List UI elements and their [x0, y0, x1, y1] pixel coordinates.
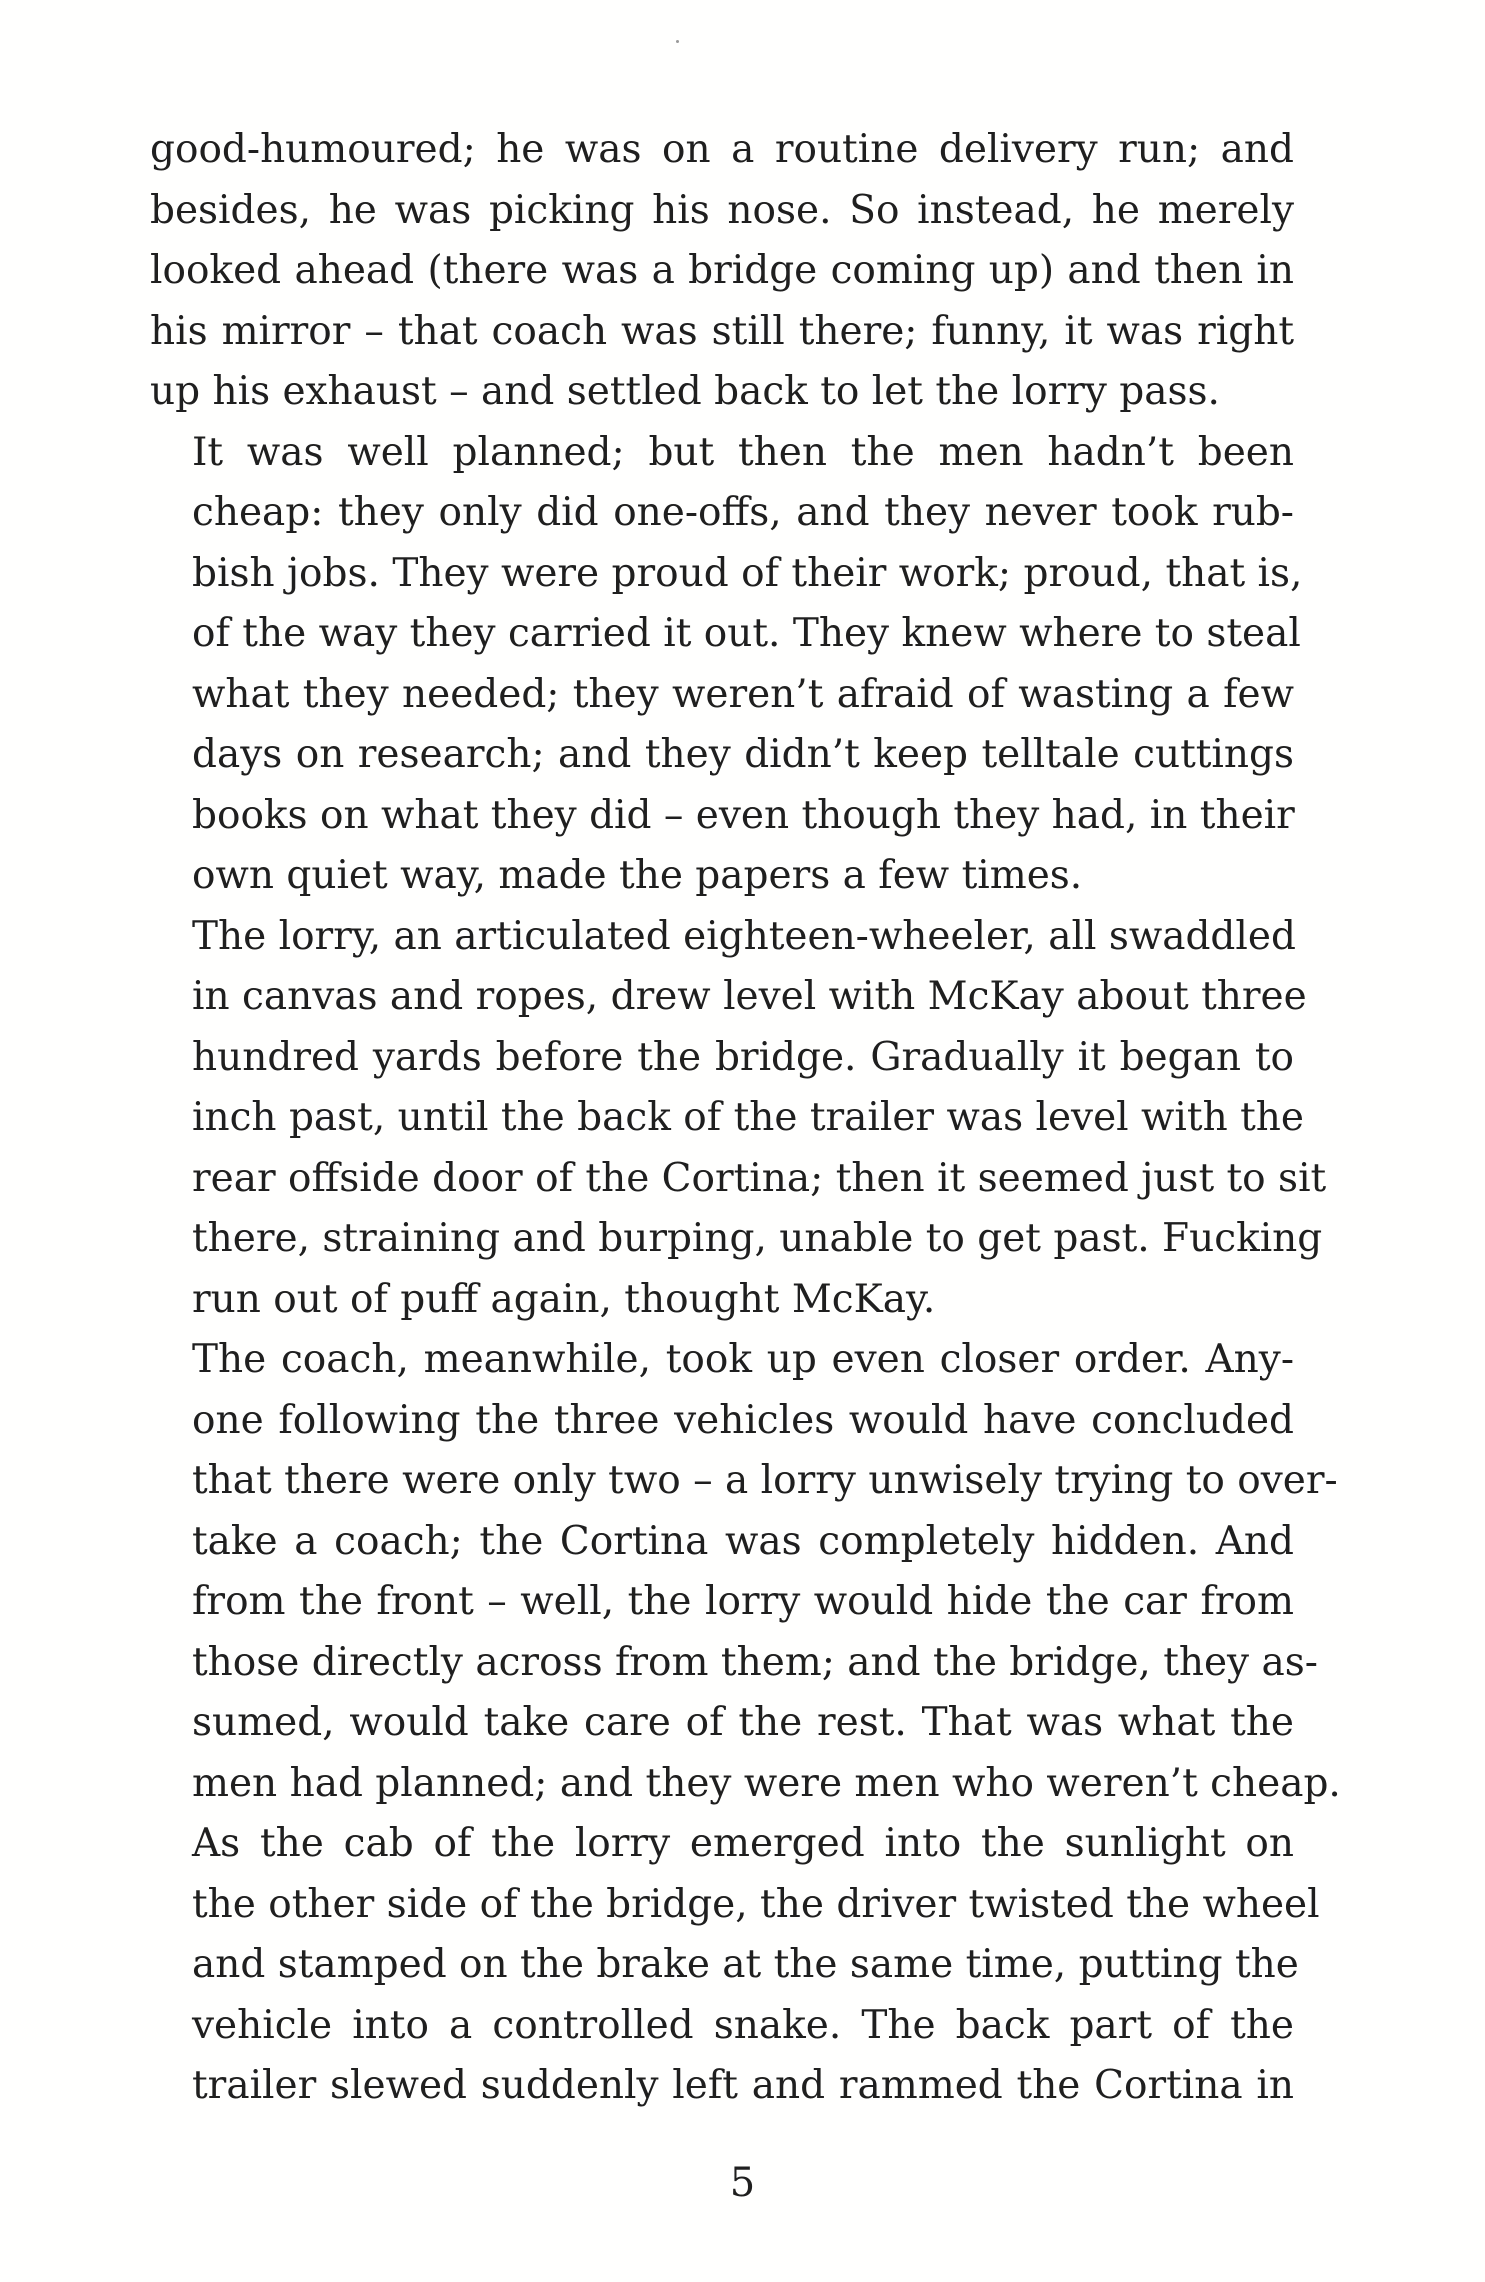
text-line: rear offside door of the Cortina; then it seemed just to sit: [192, 1155, 1327, 1201]
text-line: of the way they carried it out. They knew where to steal: [192, 611, 1301, 656]
paragraph: [150, 423, 1303, 907]
paragraph: [150, 907, 1327, 1331]
text-line: The lorry, an articulated eighteen-wheeler, all swaddled: [192, 913, 1296, 959]
body-text: [150, 120, 1341, 2117]
text-line: that there were only two – a lorry unwisely trying to over-: [192, 1458, 1338, 1503]
paragraph: [150, 1814, 1320, 2117]
text-line: men had planned; and they were men who weren’t cheap.: [192, 1760, 1341, 1806]
text-line: in canvas and ropes, drew level with McKay about three: [192, 974, 1307, 1019]
text-line: The coach, meanwhile, took up even closer order. Any-: [192, 1337, 1294, 1382]
text-line: run out of puff again, thought McKay.: [192, 1276, 936, 1322]
text-line: good-humoured; he was on a routine delivery run; and: [150, 127, 1294, 172]
text-line: bish jobs. They were proud of their work; proud, that is,: [192, 550, 1303, 596]
text-line: one following the three vehicles would have concluded: [192, 1397, 1294, 1443]
text-line: cheap: they only did one-offs, and they never took rub-: [192, 490, 1294, 535]
text-line: trailer slewed suddenly left and rammed the Cortina in: [192, 2063, 1294, 2108]
paragraph: [150, 120, 1294, 423]
text-line: vehicle into a controlled snake. The back part of the: [192, 2002, 1294, 2048]
text-line: what they needed; they weren’t afraid of wasting a few: [192, 671, 1294, 717]
text-line: sumed, would take care of the rest. That was what the: [192, 1700, 1294, 1745]
text-line: there, straining and burping, unable to get past. Fucking: [192, 1216, 1323, 1261]
text-line: those directly across from them; and the bridge, they as-: [192, 1639, 1318, 1685]
page-number: 5: [729, 2160, 756, 2206]
paragraph: [150, 1330, 1341, 1814]
text-line: hundred yards before the bridge. Gradually it began to: [192, 1034, 1294, 1080]
text-line: and stamped on the brake at the same time, putting the: [192, 1942, 1299, 1987]
text-line: looked ahead (there was a bridge coming up) and then in: [150, 248, 1294, 293]
text-line: his mirror – that coach was still there; funny, it was right: [150, 308, 1294, 354]
text-line: It was well planned; but then the men hadn’t been: [192, 429, 1294, 475]
text-line: books on what they did – even though they had, in their: [192, 792, 1295, 838]
paper-speck: [676, 40, 679, 43]
text-line: As the cab of the lorry emerged into the sunlight on: [192, 1821, 1294, 1866]
text-line: the other side of the bridge, the driver twisted the wheel: [192, 1881, 1320, 1927]
text-line: besides, he was picking his nose. So instead, he merely: [150, 187, 1294, 233]
text-line: up his exhaust – and settled back to let the lorry pass.: [150, 369, 1220, 414]
text-line: from the front – well, the lorry would hide the car from: [192, 1579, 1294, 1624]
text-line: own quiet way, made the papers a few times.: [192, 853, 1083, 898]
text-line: inch past, until the back of the trailer was level with the: [192, 1095, 1304, 1140]
text-line: days on research; and they didn’t keep telltale cuttings: [192, 732, 1294, 777]
text-line: take a coach; the Cortina was completely hidden. And: [192, 1518, 1294, 1564]
